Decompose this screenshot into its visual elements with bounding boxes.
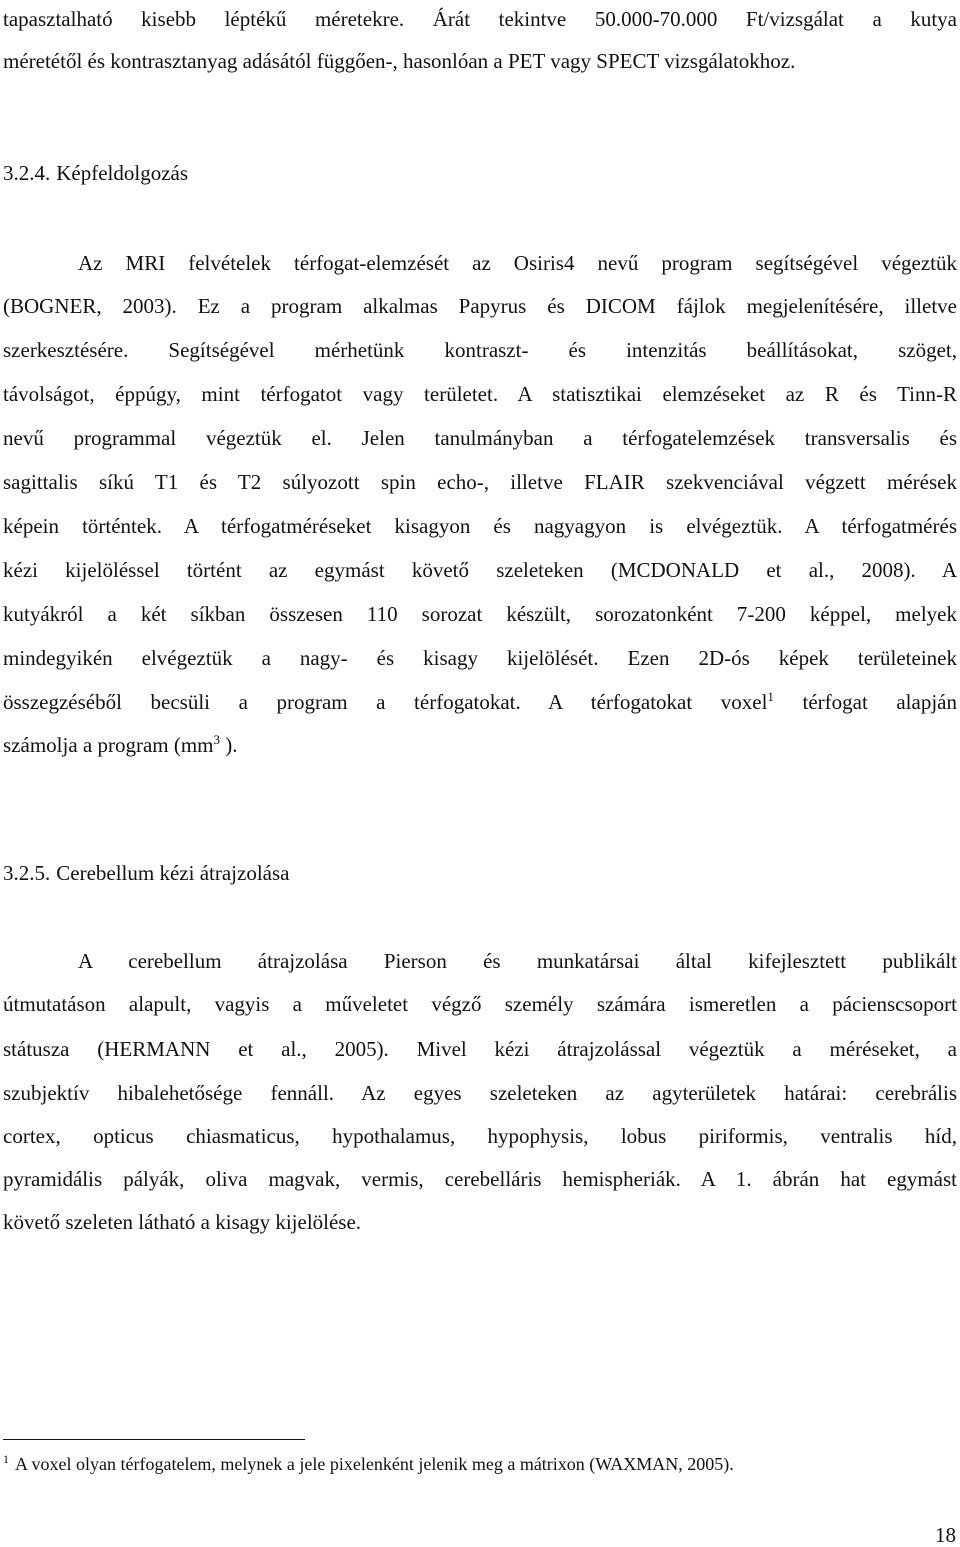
text-fragment: számolja a program (mm — [3, 733, 214, 757]
body-text-line: szerkesztésére. Segítségével mérhetünk kontraszt- és intenzitás beállításokat, szöget, — [3, 338, 957, 362]
footnote-separator — [3, 1439, 305, 1440]
body-text-line: tapasztalható kisebb léptékű méretekre. Árát tekintve 50.000-70.000 Ft/vizsgálat a kutya — [3, 7, 957, 31]
body-text-line: kézi kijelöléssel történt az egymást követő szeleteken (MCDONALD et al., 2008). A — [3, 558, 957, 582]
text-fragment: térfogat alapján — [773, 690, 957, 714]
body-text-line: távolságot, éppúgy, mint térfogatot vagy területet. A statisztikai elemzéseket az R és Tinn-R — [3, 382, 957, 406]
footnote — [3, 1452, 734, 1476]
section-number: 3.2.4. — [3, 161, 51, 185]
footnote-reference: 1 — [767, 689, 774, 704]
body-text-line: státusza (HERMANN et al., 2005). Mivel kézi átrajzolással végeztük a méréseket, a — [3, 1037, 957, 1061]
body-text-line: útmutatáson alapult, vagyis a műveletet végző személy számára ismeretlen a pácienscsoport — [3, 992, 957, 1016]
section-title: Cerebellum kézi átrajzolása — [56, 861, 290, 885]
text-fragment: ). — [220, 733, 238, 757]
body-text-line: méretétől és kontrasztanyag adásától függően-, hasonlóan a PET vagy SPECT vizsgálatokhoz. — [3, 49, 796, 73]
footnote-text: A voxel olyan térfogatelem, melynek a jele pixelenként jelenik meg a mátrixon (WAXMAN, 2005). — [15, 1454, 734, 1474]
section-heading-3-2-4 — [3, 160, 188, 186]
body-text-line: Az MRI felvételek térfogat-elemzését az Osiris4 nevű program segítségével végeztük — [78, 251, 957, 275]
section-title: Képfeldolgozás — [56, 161, 189, 185]
body-text-line: A cerebellum átrajzolása Pierson és munkatársai által kifejlesztett publikált — [78, 949, 957, 973]
page-number: 18 — [935, 1523, 956, 1547]
text-fragment: összegzéséből becsüli a program a térfogatokat. A térfogatokat voxel — [3, 690, 768, 714]
body-text-line: szubjektív hibalehetősége fennáll. Az egyes szeleteken az agyterületek határai: cerebrális — [3, 1081, 957, 1105]
body-text-line: mindegyikén elvégeztük a nagy- és kisagy kijelölését. Ezen 2D-ós képek területeinek — [3, 646, 957, 670]
body-text-line: cortex, opticus chiasmaticus, hypothalamus, hypophysis, lobus piriformis, ventralis híd, — [3, 1124, 957, 1148]
body-text-line: (BOGNER, 2003). Ez a program alkalmas Papyrus és DICOM fájlok megjelenítésére, illetve — [3, 294, 957, 318]
footnote-marker: 1 — [3, 1452, 9, 1466]
body-text-line: követő szeleten látható a kisagy kijelölése. — [3, 1210, 362, 1234]
body-text-line: kutyákról a két síkban összesen 110 sorozat készült, sorozatonként 7-200 képpel, melyek — [3, 602, 957, 626]
body-text-line: képein történtek. A térfogatméréseket kisagyon és nagyagyon is elvégeztük. A térfogatmérés — [3, 514, 957, 538]
body-text-line: sagittalis síkú T1 és T2 súlyozott spin echo-, illetve FLAIR szekvenciával végzett mérések — [3, 470, 957, 494]
section-number: 3.2.5. — [3, 861, 51, 885]
body-text-line: pyramidális pályák, oliva magvak, vermis, cerebelláris hemispheriák. A 1. ábrán hat egymást — [3, 1167, 957, 1191]
body-text-line — [3, 732, 957, 758]
unit-superscript: 3 — [213, 732, 221, 747]
body-text-line-with-footnote — [3, 689, 957, 715]
body-text-line: nevű programmal végeztük el. Jelen tanulmányban a térfogatelemzések transversalis és — [3, 426, 957, 450]
section-heading-3-2-5 — [3, 860, 289, 886]
